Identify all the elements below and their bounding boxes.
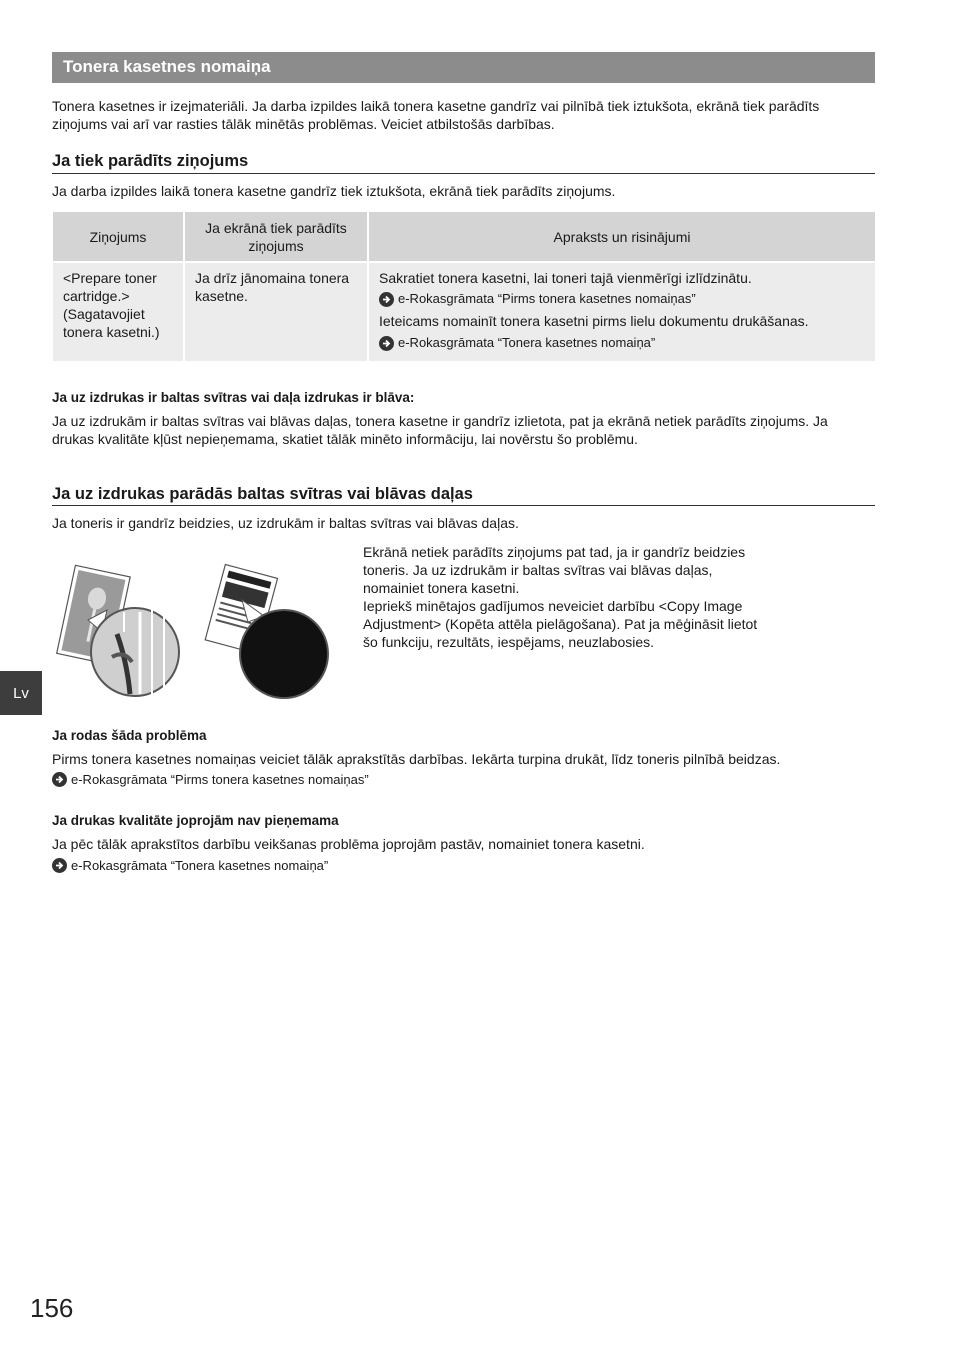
problem-ref-text: e-Rokasgrāmata “Pirms tonera kasetnes nomaiņas” xyxy=(71,772,369,787)
table-header-message: Ziņojums xyxy=(53,212,183,263)
streaks-illustration xyxy=(52,562,334,704)
quality-ref-text: e-Rokasgrāmata “Tonera kasetnes nomaiņa” xyxy=(71,858,329,873)
faded-text: Ja uz izdrukām ir baltas svītras vai blāvas daļas, tonera kasetne ir gandrīz izlietota, pat ja ekrānā netiek parādīts ziņojums. Ja drukas kvalitāte kļūst nepieņemama, skatiet tālāk minēto informāciju, lai novērstu šo problēmu. xyxy=(52,413,828,447)
heading-rule xyxy=(52,505,875,506)
ref-link-1[interactable] xyxy=(379,290,865,308)
table-header-when: Ja ekrānā tiek parādīts ziņojums xyxy=(185,212,367,263)
quality-text: Ja pēc tālāk aprakstītos darbību veikšanas problēma joprojām pastāv, nomainiet tonera kasetni. xyxy=(52,836,645,852)
streaks-text: Ja toneris ir gandrīz beidzies, uz izdrukām ir baltas svītras vai blāvas daļas. xyxy=(52,515,519,531)
desc-line-1: Sakratiet tonera kasetni, lai toneri tajā vienmērīgi izlīdzinātu. xyxy=(379,270,752,286)
section-title-bar xyxy=(52,52,875,83)
intro-text: Tonera kasetnes ir izejmateriāli. Ja darba izpildes laikā tonera kasetne gandrīz vai pilnībā tiek iztukšota, ekrānā tiek parādīts ziņojums vai arī var rasties tālāk minētās problēmas. Veiciet atbilstošās darbības. xyxy=(52,98,820,132)
cell-desc xyxy=(369,263,875,361)
quality-ref-link[interactable] xyxy=(52,858,328,873)
arrow-circle-icon xyxy=(52,858,67,873)
side-text-1: Ekrānā netiek parādīts ziņojums pat tad, ja ir gandrīz beidzies toneris. Ja uz izdrukām ir baltas svītras vai blāvas daļas, nomainiet tonera kasetni. xyxy=(363,544,746,596)
side-text-2: Iepriekš minētajos gadījumos neveiciet darbību <Copy Image Adjustment> (Kopēta attēla pielāgošana). Pat ja mēģināsit lietot šo funkciju, rezultāts, iespējams, neuzlabosies. xyxy=(363,598,758,650)
ref-text-1: e-Rokasgrāmata “Pirms tonera kasetnes nomaiņas” xyxy=(398,291,696,306)
heading-rule xyxy=(52,173,875,174)
table-row xyxy=(53,263,875,361)
problem-ref-link[interactable] xyxy=(52,772,369,787)
arrow-circle-icon xyxy=(379,336,394,351)
table-header-desc: Apraksts un risinājumi xyxy=(369,212,875,263)
cell-when: Ja drīz jānomaina tonera kasetne. xyxy=(185,263,367,361)
problem-text: Pirms tonera kasetnes nomaiņas veiciet tālāk aprakstītās darbības. Iekārta turpina drukāt, līdz toneris pilnībā beidzas. xyxy=(52,751,781,767)
streaks-heading: Ja uz izdrukas parādās baltas svītras vai blāvas daļas xyxy=(52,485,473,503)
faded-heading: Ja uz izdrukas ir baltas svītras vai daļa izdrukas ir blāva: xyxy=(52,390,415,405)
magnifier-left xyxy=(91,608,179,696)
problem-heading: Ja rodas šāda problēma xyxy=(52,728,207,743)
message-table xyxy=(51,212,877,361)
section-title: Tonera kasetnes nomaiņa xyxy=(63,57,271,76)
ref-link-2[interactable] xyxy=(379,334,865,352)
language-tab: Lv xyxy=(0,671,42,715)
cell-message: <Prepare toner cartridge.> (Sagatavojiet tonera kasetni.) xyxy=(53,263,183,361)
arrow-circle-icon xyxy=(52,772,67,787)
desc-line-2: Ieteicams nomainīt tonera kasetni pirms lielu dokumentu drukāšanas. xyxy=(379,313,809,329)
quality-heading: Ja drukas kvalitāte joprojām nav pieņemama xyxy=(52,813,339,828)
msg-text: Ja darba izpildes laikā tonera kasetne gandrīz tiek iztukšota, ekrānā tiek parādīts ziņojums. xyxy=(52,183,616,199)
magnifier-right xyxy=(240,610,328,698)
page-number: 156 xyxy=(30,1293,74,1323)
arrow-circle-icon xyxy=(379,292,394,307)
ref-text-2: e-Rokasgrāmata “Tonera kasetnes nomaiņa” xyxy=(398,335,656,350)
msg-heading: Ja tiek parādīts ziņojums xyxy=(52,152,249,170)
